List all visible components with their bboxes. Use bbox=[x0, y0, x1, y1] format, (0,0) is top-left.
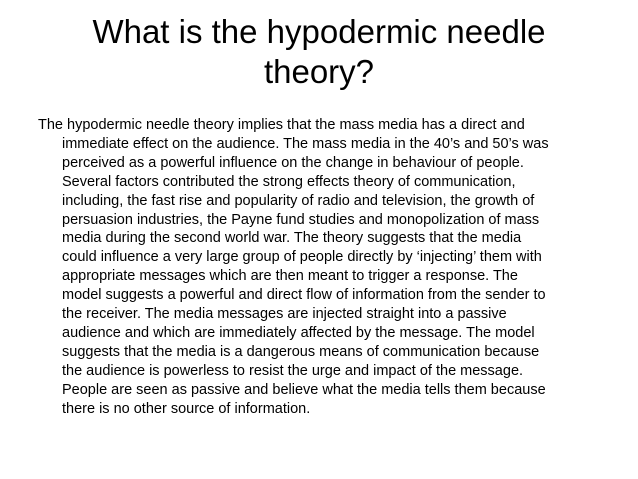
slide-title: What is the hypodermic needle theory? bbox=[92, 13, 546, 90]
slide-body-text: The hypodermic needle theory implies that the mass media has a direct and immediate effect on the audience. The mass media in the 40’s and 50’s was perceived as a powerful influence on the change in behaviour of people. Several factors contributed the strong effects theory of communication, including, the fast rise and popularity of radio and television, the growth of persuasion industries, the Payne fund studies and monopolization of mass media during the second world war. The theory suggests that the media could influence a very large group of people directly by ‘injecting’ them with appropriate messages which are then meant to trigger a response. The model suggests a powerful and direct flow of information from the sender to the receiver. The media messages are injected straight into a passive audience and which are immediately affected by the message. The model suggests that the media is a dangerous means of communication because the audience is powerless to resist the urge and impact of the message. People are seen as passive and believe what the media tells them because there is no other source of information. bbox=[38, 117, 549, 417]
